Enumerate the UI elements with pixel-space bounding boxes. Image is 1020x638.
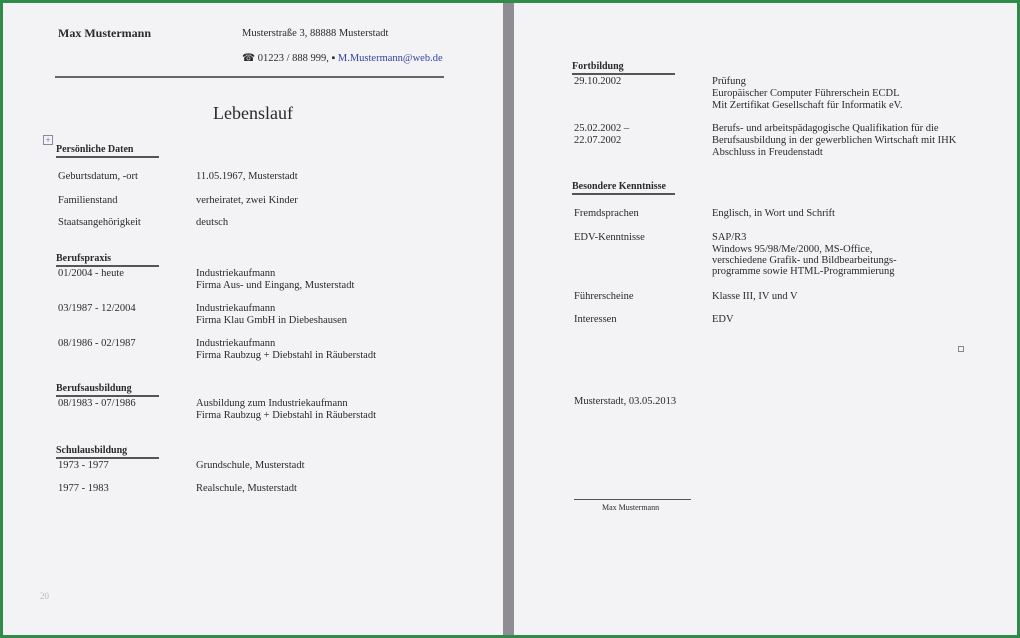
phone-icon: ☎ bbox=[242, 53, 256, 64]
date: 1977 - 1983 bbox=[58, 483, 109, 494]
value: Industriekaufmann bbox=[196, 303, 276, 314]
value: Prüfung bbox=[712, 76, 746, 87]
value: Windows 95/98/Me/2000, MS-Office, bbox=[712, 244, 873, 255]
value: Realschule, Musterstadt bbox=[196, 483, 297, 494]
value: programme sowie HTML-Programmierung bbox=[712, 266, 895, 277]
anchor-handle-icon[interactable] bbox=[958, 346, 964, 352]
date: 03/1987 - 12/2004 bbox=[58, 303, 136, 314]
email-link[interactable]: M.Mustermann@web.de bbox=[337, 53, 443, 64]
value: Ausbildung zum Industriekaufmann bbox=[196, 398, 348, 409]
section-heading-ausbildung: Berufsausbildung bbox=[56, 383, 159, 397]
value: Europäischer Computer Führerschein ECDL bbox=[712, 88, 900, 99]
label: Interessen bbox=[574, 314, 617, 325]
page-number: 20 bbox=[40, 591, 49, 601]
section-heading-personal: Persönliche Daten bbox=[56, 144, 159, 158]
date: 08/1983 - 07/1986 bbox=[58, 398, 136, 409]
date: 29.10.2002 bbox=[574, 76, 622, 87]
table-move-handle-icon[interactable]: + bbox=[43, 135, 53, 145]
value: Firma Raubzug + Diebstahl in Räuberstadt bbox=[196, 410, 377, 421]
value: Firma Klau GmbH in Diebeshausen bbox=[196, 315, 348, 326]
value: Grundschule, Musterstadt bbox=[196, 460, 305, 471]
section-heading-schule: Schulausbildung bbox=[56, 445, 159, 459]
value: Industriekaufmann bbox=[196, 268, 276, 279]
page-gutter bbox=[503, 3, 514, 635]
value: Berufsausbildung in der gewerblichen Wirtschaft mit IHK bbox=[712, 135, 957, 146]
contact-line: ☎ 01223 / 888 999, ▪ M.Mustermann@web.de bbox=[242, 53, 443, 64]
value: EDV bbox=[712, 314, 734, 325]
label: Familienstand bbox=[58, 195, 118, 206]
value: Industriekaufmann bbox=[196, 338, 276, 349]
value: Klasse III, IV und V bbox=[712, 291, 798, 302]
page-title: Lebenslauf bbox=[213, 103, 293, 123]
label: Fremdsprachen bbox=[574, 208, 639, 219]
page-left bbox=[3, 3, 503, 635]
signature-line bbox=[574, 499, 691, 500]
value: SAP/R3 bbox=[712, 232, 747, 243]
label: EDV-Kenntnisse bbox=[574, 232, 645, 243]
page-right bbox=[514, 3, 1017, 635]
label: Geburtsdatum, -ort bbox=[58, 171, 138, 182]
label: Staatsangehörigkeit bbox=[58, 217, 141, 228]
date: 22.07.2002 bbox=[574, 135, 622, 146]
place-date: Musterstadt, 03.05.2013 bbox=[574, 396, 677, 407]
value: deutsch bbox=[196, 217, 229, 228]
address: Musterstraße 3, 88888 Musterstadt bbox=[242, 28, 389, 39]
value: Mit Zertifikat Gesellschaft für Informatik eV. bbox=[712, 100, 903, 111]
value: 11.05.1967, Musterstadt bbox=[196, 171, 298, 182]
value: Firma Aus- und Eingang, Musterstadt bbox=[196, 280, 355, 291]
value: Firma Raubzug + Diebstahl in Räuberstadt bbox=[196, 350, 377, 361]
value: verheiratet, zwei Kinder bbox=[196, 195, 298, 206]
value: Berufs- und arbeitspädagogische Qualifikation für die bbox=[712, 123, 939, 134]
header-divider bbox=[55, 76, 444, 78]
signature-name: Max Mustermann bbox=[602, 503, 660, 512]
applicant-name: Max Mustermann bbox=[58, 26, 151, 40]
section-heading-kenntnisse: Besondere Kenntnisse bbox=[572, 181, 675, 195]
date: 08/1986 - 02/1987 bbox=[58, 338, 136, 349]
fax-icon: ▪ bbox=[331, 53, 336, 64]
value: Englisch, in Wort und Schrift bbox=[712, 208, 835, 219]
value: Abschluss in Freudenstadt bbox=[712, 147, 823, 158]
section-heading-praxis: Berufspraxis bbox=[56, 253, 159, 267]
section-heading-fortbildung: Fortbildung bbox=[572, 61, 675, 75]
date: 1973 - 1977 bbox=[58, 460, 109, 471]
date: 01/2004 - heute bbox=[58, 268, 124, 279]
date: 25.02.2002 – bbox=[574, 123, 630, 134]
value: verschiedene Grafik- und Bildbearbeitungs- bbox=[712, 255, 897, 266]
label: Führerscheine bbox=[574, 291, 634, 302]
